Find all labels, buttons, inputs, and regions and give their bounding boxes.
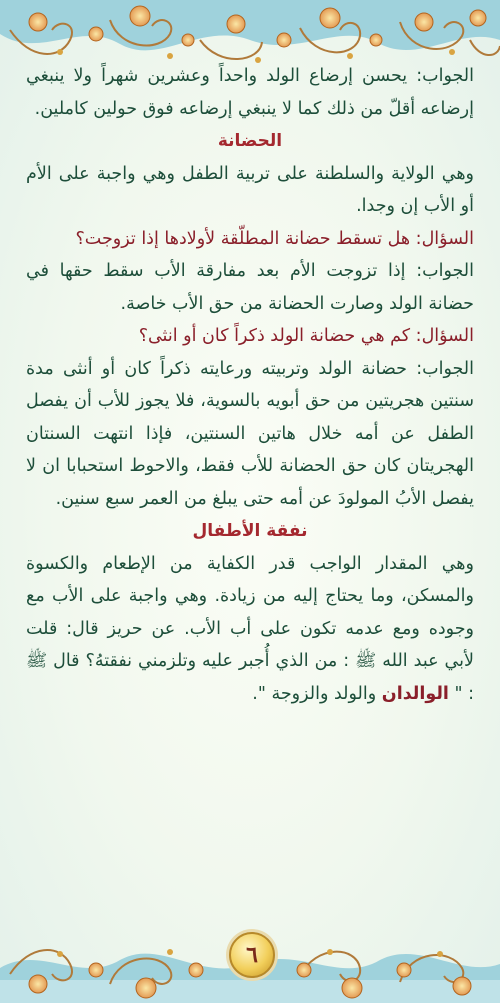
page-number-badge — [229, 932, 275, 978]
page-number: ٦ — [246, 942, 258, 968]
answer-paragraph: الجواب: إذا تزوجت الأم بعد مفارقة الأب سقط حقها في حضانة الولد وصارت الحضانة من حق الأب خاصة. — [26, 261, 474, 314]
answer-paragraph: الجواب: يحسن إرضاع الولد واحداً وعشرين شهراً ولا ينبغي إرضاعه أقلّ من ذلك كما لا ينبغي إرضاعه فوق حولين كاملين. — [26, 66, 474, 119]
paragraph-text: والولد والزوجة ". — [252, 683, 382, 704]
question-paragraph: السؤال: هل تسقط حضانة المطلّقة لأولادها إذا تزوجت؟ — [75, 228, 474, 249]
question-paragraph: السؤال: كم هي حضانة الولد ذكراً كان أو انثى؟ — [138, 326, 474, 346]
section-heading: نفقة الأطفال — [192, 521, 308, 541]
paragraph-text: وهي المقدار الواجب قدر الكفاية من الإطعام والكسوة والمسكن، وما يحتاج إليه من زيادة. وهي واجبة على الأب مع وجوده ومع عدمه تكون على أب الأب. عن حريز قال: قلت لأبي عبد الله ﷺ : من الذي أُجبر عليه وتلزمني نفقتهُ؟ قال ﷺ : " — [26, 553, 474, 704]
page-text — [26, 60, 474, 905]
section-heading: الحضانة — [217, 131, 283, 151]
definition-paragraph — [26, 548, 474, 711]
answer-paragraph: الجواب: حضانة الولد وتربيته ورعايته ذكراً كان أو أنثى مدة سنتين هجريتين من حق أبويه بالسوية، فلا يجوز للأب أن يفصل الطفل عن أمه خلال هاتين السنتين، فإذا انتهت السنتان الهجريتان كان حق الحضانة للأب فقط، والاحوط استحبابا ان لا يفصل الأبُ المولودَ عن أمه حتى يبلغ من العمر سبع سنين. — [26, 358, 474, 509]
definition-paragraph: وهي الولاية والسلطنة على تربية الطفل وهي واجبة على الأم أو الأب إن وجدا. — [26, 163, 474, 216]
highlighted-text: الوالدان — [381, 683, 449, 704]
